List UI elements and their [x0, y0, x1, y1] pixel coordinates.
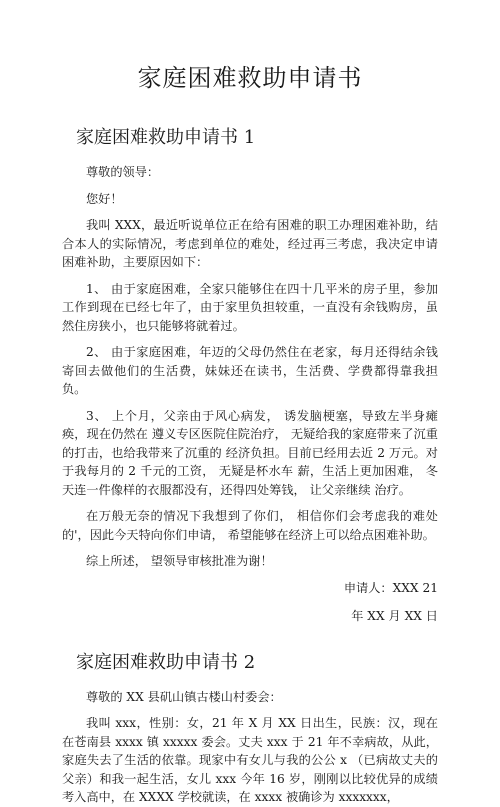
document-title: 家庭困难救助申请书 — [137, 64, 363, 92]
section-2-title: 家庭困难救助申请书 2 — [76, 651, 256, 673]
application-date: 年 XX 月 XX 日 — [351, 609, 438, 623]
paragraph-intro: 我叫 XXX，最近听说单位正在给有困难的职工办理困难补助，结合本人的实际情况，考虑到单位的难处，经过再三考虑，我决定申请困难补助，主要原因如下： — [62, 218, 438, 269]
paragraph-reason-3: 3、 上个月，父亲由于风心病发， 诱发脑梗塞，导致左半身瘫痪，现在仍然在 遵义专区医院住院治疗， 无疑给我的家庭带来了沉重的打击，也给我带来了沉重的 经济负担。目前已经用去近 2 万元。对于我每月的 2 千元的工资， 无疑是杯水车 薪，生活上更加困难， 冬天连一件像样的衣服都没有，还得四处筹钱， 让父亲继续 治疗。 — [62, 408, 438, 497]
greeting: 您好！ — [86, 191, 123, 206]
paragraph-closing: 综上所述， 望领导审核批准为谢！ — [86, 554, 273, 568]
paragraph-reason-2: 2、 由于家庭困难，年迈的父母仍然住在老家，每月还得结余钱寄回去做他们的生活费，妹妹还在读书，生活费、学费都得靠我担负。 — [62, 345, 438, 396]
section-2 — [62, 648, 438, 807]
section-1 — [62, 123, 438, 626]
paragraph-reason-1: 1、 由于家庭困难，全家只能够住在四十几平米的房子里，参加工作到现在已经七年了，由于家里负担较重，一直没有余钱购房，虽然住房狭小，也只能够将就着过。 — [62, 281, 438, 333]
paragraph-section-2: 我叫 xxx，性别：女，21 年 X 月 XX 日出生，民族：汉，现在在苍南县 xxxx 镇 xxxxx 委会。丈夫 xxx 于 21 年不幸病故，从此，家庭失去了生活的依靠。现家中有女儿与我的公公 x （已病故丈夫的父亲）和我一起生活，女儿 xxx 今年 16 岁，刚刚以比较优异的成绩考入高中，在 XXXX 学校就读，在 xxxx 被确诊为 xxxxxxx， — [62, 716, 438, 804]
salutation: 尊敬的领导： — [86, 165, 160, 179]
applicant-signature: 申请人：XXX 21 — [343, 580, 438, 595]
salutation-2: 尊敬的 XX 县矶山镇古楼山村委会： — [86, 689, 282, 704]
paragraph-request: 在万般无奈的情况下我想到了你们， 相信你们会考虑我的难处的'，因此今天特向你们申请， 希望能够在经济上可以给点困难补助。 — [62, 509, 438, 542]
section-1-title: 家庭困难救助申请书 1 — [76, 127, 256, 148]
